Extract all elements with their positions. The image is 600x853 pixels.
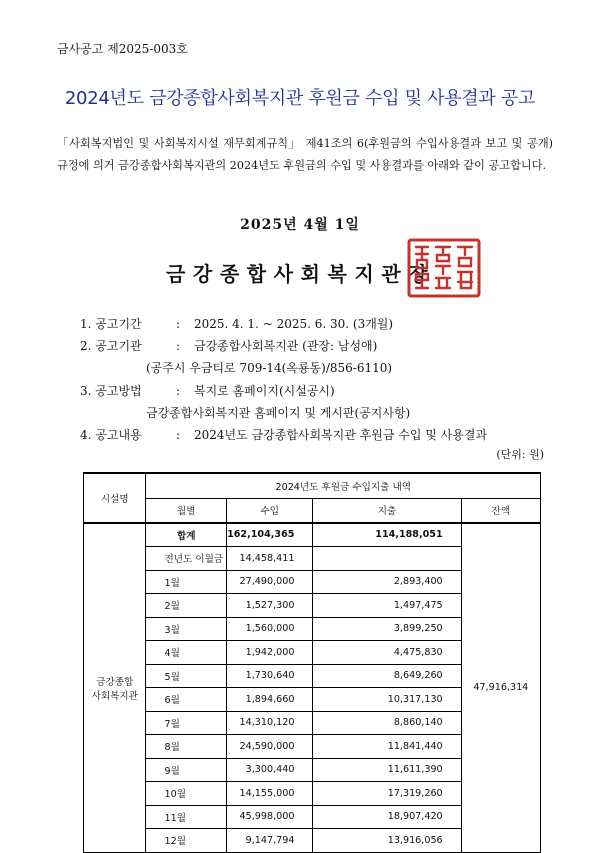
unit-label: (단위: 원)	[496, 448, 544, 461]
facility-name: 금강종합 사회복지관	[84, 523, 146, 853]
official-seal-icon	[406, 238, 482, 298]
content-key: 4. 공고내용	[80, 428, 142, 443]
row-month: 11월	[146, 805, 227, 829]
row-income: 14,310,120	[227, 711, 313, 735]
row-income: 24,590,000	[227, 735, 313, 759]
announcement-details: 1. 공고기간 : 2025. 4. 1. ~ 2025. 6. 30. (3개월) 2. 공고기관 : 금강종합사회복지관 (관장: 남성애) (공주시 우금티로 709-14(옥룡동)/856-6110) 3. 공고방법 : 복지로 홈페이지(시설공시) 금강종합사회복지관 홈페이지 및 게시판(공지사항) 4. 공고내용 : 2024년도 금강종합사회복지관 후원금 수입 및 사용결과	[80, 313, 487, 446]
total-expense: 114,188,051	[313, 523, 461, 547]
row-month: 7월	[146, 711, 227, 735]
row-month: 5월	[146, 664, 227, 688]
method-value: 복지로 홈페이지(시설공시)	[194, 383, 335, 398]
row-income: 1,527,300	[227, 594, 313, 618]
row-expense: 2,893,400	[313, 570, 461, 594]
row-expense: 13,916,056	[313, 829, 461, 853]
document-number: 금사공고 제2025-003호	[57, 42, 188, 56]
row-expense: 17,319,260	[313, 782, 461, 806]
agency-address: (공주시 우금티로 709-14(옥룡동)/856-6110)	[146, 361, 393, 376]
organization-name: 금강종합사회복지관장	[166, 262, 436, 286]
row-income: 27,490,000	[227, 570, 313, 594]
total-label: 합계	[146, 523, 227, 547]
header-month: 월별	[146, 499, 227, 523]
header-group: 2024년도 후원금 수입지출 내역	[146, 473, 541, 499]
announcement-date: 2025년 4월 1일	[240, 217, 360, 233]
row-income: 14,458,411	[227, 547, 313, 571]
agency-value: 금강종합사회복지관 (관장: 남성애)	[194, 339, 378, 354]
row-month: 8월	[146, 735, 227, 759]
row-expense: 11,841,440	[313, 735, 461, 759]
row-month: 전년도 이월금	[146, 547, 227, 571]
period-key: 1. 공고기간	[80, 317, 142, 331]
content-value: 2024년도 금강종합사회복지관 후원금 수입 및 사용결과	[194, 428, 488, 443]
row-expense: 11,611,390	[313, 758, 461, 782]
row-expense: 8,860,140	[313, 711, 461, 735]
page-title: 2024년도 금강종합사회복지관 후원금 수입 및 사용결과 공고	[64, 88, 536, 109]
header-income: 수입	[227, 499, 313, 523]
row-income: 1,894,660	[227, 688, 313, 712]
row-month: 1월	[146, 570, 227, 594]
intro-paragraph: 「사회복지법인 및 사회복지시설 재무회계규칙」 제41조의 6(후원금의 수입사용결과 보고 및 공개) 규정에 의거 금강종합사회복지관의 2024년도 후원금의 수입 및 사용결과를 아래와 같이 공고합니다.	[57, 137, 553, 172]
row-income: 1,730,640	[227, 664, 313, 688]
row-income: 9,147,794	[227, 829, 313, 853]
row-month: 9월	[146, 758, 227, 782]
method-key: 3. 공고방법	[80, 383, 142, 398]
row-expense	[313, 547, 461, 571]
row-income: 14,155,000	[227, 782, 313, 806]
donation-table	[83, 472, 541, 853]
agency-key: 2. 공고기관	[80, 339, 142, 354]
balance-value: 47,916,314	[461, 523, 540, 853]
row-month: 2월	[146, 594, 227, 618]
row-expense: 10,317,130	[313, 688, 461, 712]
header-facility: 시설명	[84, 473, 146, 523]
row-month: 12월	[146, 829, 227, 853]
row-income: 1,942,000	[227, 641, 313, 665]
header-balance: 잔액	[461, 499, 540, 523]
row-expense: 8,649,260	[313, 664, 461, 688]
row-expense: 1,497,475	[313, 594, 461, 618]
row-expense: 18,907,420	[313, 805, 461, 829]
method-value-2: 금강종합사회복지관 홈페이지 및 게시판(공지사항)	[146, 405, 411, 420]
row-month: 4월	[146, 641, 227, 665]
row-income: 1,560,000	[227, 617, 313, 641]
row-expense: 3,899,250	[313, 617, 461, 641]
header-expense: 지출	[313, 499, 461, 523]
row-income: 3,300,440	[227, 758, 313, 782]
row-expense: 4,475,830	[313, 641, 461, 665]
row-month: 10월	[146, 782, 227, 806]
row-month: 3월	[146, 617, 227, 641]
total-income: 162,104,365	[227, 523, 313, 547]
period-value: 2025. 4. 1. ~ 2025. 6. 30. (3개월)	[194, 317, 394, 331]
row-income: 45,998,000	[227, 805, 313, 829]
row-month: 6월	[146, 688, 227, 712]
